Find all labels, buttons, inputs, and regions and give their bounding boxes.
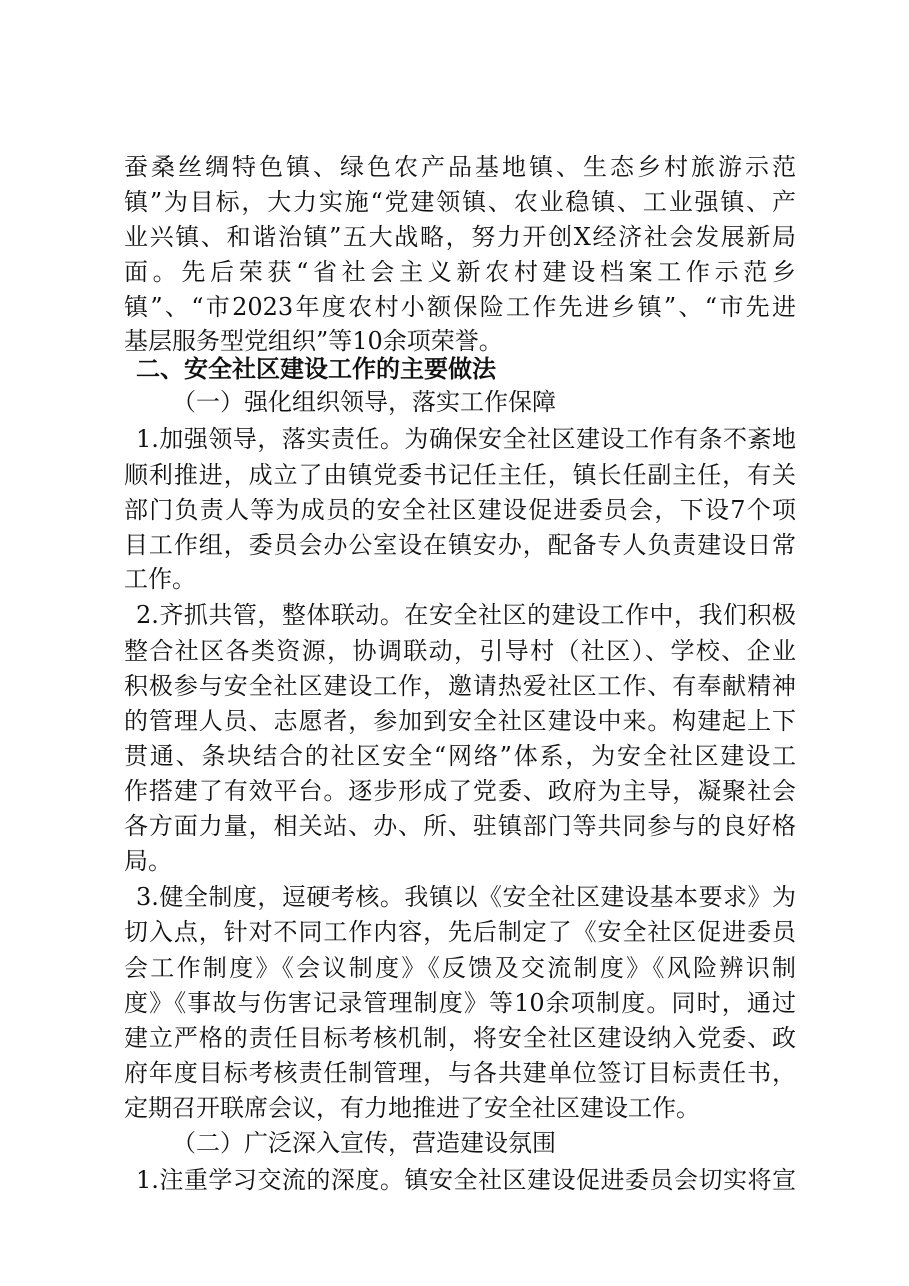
subsection-heading: （一）强化组织领导，落实工作保障 bbox=[172, 388, 556, 416]
text-line: 积极参与安全社区建设工作，邀请热爱社区工作、有奉献精神 bbox=[124, 672, 796, 700]
text-line: 镇”为目标，大力实施“党建领镇、农业稳镇、工业强镇、产 bbox=[124, 188, 796, 216]
text-line: 蚕桑丝绸特色镇、绿色农产品基地镇、生态乡村旅游示范 bbox=[124, 153, 796, 181]
text-line: 工作。 bbox=[124, 565, 196, 593]
text-line: 顺利推进，成立了由镇党委书记任主任，镇长任副主任，有关 bbox=[124, 461, 796, 489]
text-line: 作搭建了有效平台。逐步形成了党委、政府为主导，凝聚社会 bbox=[124, 777, 796, 805]
text-line: 的管理人员、志愿者，参加到安全社区建设中来。构建起上下 bbox=[124, 707, 796, 735]
text-line: 镇”、“市2023年度农村小额保险工作先进乡镇”、“市先进 bbox=[124, 293, 796, 321]
text-line: 基层服务型党组织”等10余项荣誉。 bbox=[124, 327, 503, 355]
text-line: 业兴镇、和谐治镇”五大战略，努力开创X经济社会发展新局 bbox=[124, 223, 796, 251]
text-line: 1.注重学习交流的深度。镇安全社区建设促进委员会切实将宣 bbox=[136, 1166, 796, 1194]
text-line: 整合社区各类资源，协调联动，引导村（社区）、学校、企业 bbox=[124, 637, 796, 665]
text-line: 3.健全制度，逗硬考核。我镇以《安全社区建设基本要求》为 bbox=[136, 883, 796, 911]
section-heading: 二、安全社区建设工作的主要做法 bbox=[136, 355, 496, 383]
text-line: 目工作组，委员会办公室设在镇安办，配备专人负责建设日常 bbox=[124, 531, 796, 559]
text-line: 面。先后荣获“省社会主义新农村建设档案工作示范乡 bbox=[124, 258, 796, 286]
text-line: 度》《事故与伤害记录管理制度》等10余项制度。同时，通过 bbox=[124, 989, 796, 1017]
text-line: 会工作制度》《会议制度》《反馈及交流制度》《风险辨识制 bbox=[124, 954, 796, 982]
text-line: 局。 bbox=[124, 847, 172, 875]
text-line: 部门负责人等为成员的安全社区建设促进委员会，下设7个项 bbox=[124, 496, 796, 524]
text-line: 各方面力量，相关站、办、所、驻镇部门等共同参与的良好格 bbox=[124, 812, 796, 840]
text-line: 建立严格的责任目标考核机制，将安全社区建设纳入党委、政 bbox=[124, 1024, 796, 1052]
text-line: 切入点，针对不同工作内容，先后制定了《安全社区促进委员 bbox=[124, 918, 796, 946]
text-line: 定期召开联席会议，有力地推进了安全社区建设工作。 bbox=[124, 1094, 700, 1122]
text-line: 1.加强领导，落实责任。为确保安全社区建设工作有条不紊地 bbox=[136, 425, 796, 453]
text-line: 府年度目标考核责任制管理，与各共建单位签订目标责任书， bbox=[124, 1059, 796, 1087]
subsection-heading: （二）广泛深入宣传，营造建设氛围 bbox=[172, 1129, 556, 1157]
text-line: 贯通、条块结合的社区安全“网络”体系，为安全社区建设工 bbox=[124, 742, 796, 770]
text-line: 2.齐抓共管，整体联动。在安全社区的建设工作中，我们积极 bbox=[136, 601, 796, 629]
